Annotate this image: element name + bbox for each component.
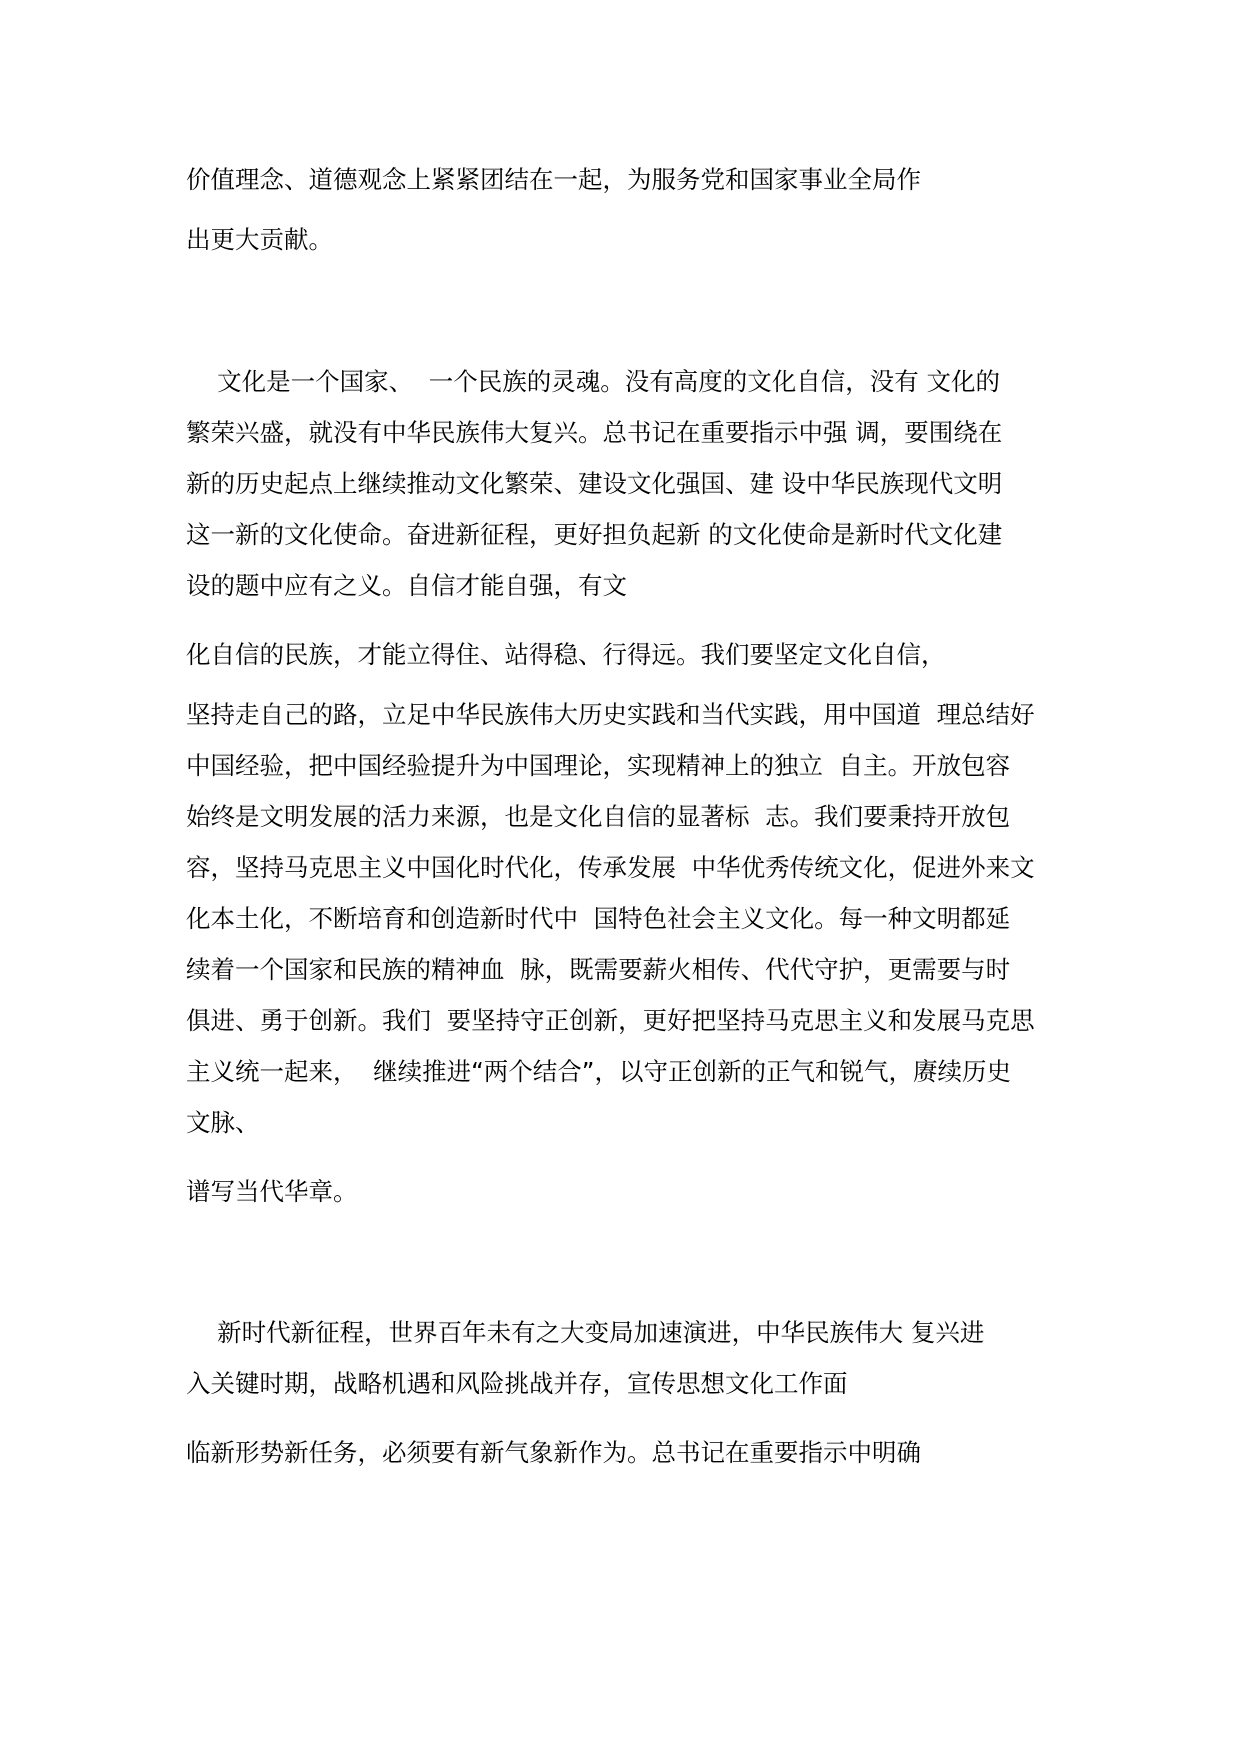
- text-line: 中国经验，把中国经验提升为中国理论，实现精神上的独立 自主。开放包容: [186, 751, 1011, 780]
- text-line: 设的题中应有之义。自信才能自强，有文: [186, 571, 627, 600]
- text-line: 繁荣兴盛，就没有中华民族伟大复兴。总书记在重要指示中强 调，要围绕在: [186, 418, 1003, 447]
- text-line: 入关键时期，战略机遇和风险挑战并存，宣传思想文化工作面: [186, 1369, 848, 1398]
- text-line: 容，坚持马克思主义中国化时代化，传承发展 中华优秀传统文化，促进外来文: [186, 853, 1035, 882]
- text-line: 主义统一起来， 继续推进“两个结合”，以守正创新的正气和锐气，赓续历史: [186, 1057, 1011, 1086]
- text-line: 化本土化，不断培育和创造新时代中 国特色社会主义文化。每一种文明都延: [186, 904, 1011, 933]
- text-line: 出更大贡献。: [186, 225, 333, 254]
- text-line: 俱进、勇于创新。我们 要坚持守正创新，更好把坚持马克思主义和发展马克思: [186, 1006, 1035, 1035]
- text-line: 续着一个国家和民族的精神血 脉，既需要薪火相传、代代守护，更需要与时: [186, 955, 1011, 984]
- text-line: 文脉、: [186, 1108, 260, 1137]
- text-line: 谱写当代华章。: [186, 1177, 358, 1206]
- text-line: 这一新的文化使命。奋进新征程，更好担负起新 的文化使命是新时代文化建: [186, 520, 1003, 549]
- text-line: 新的历史起点上继续推动文化繁荣、建设文化强国、建 设中华民族现代文明: [186, 469, 1003, 498]
- text-line: 始终是文明发展的活力来源，也是文化自信的显著标 志。我们要秉持开放包: [186, 802, 1011, 831]
- text-line: 文化是一个国家、 一个民族的灵魂。没有高度的文化自信，没有 文化的: [186, 367, 1001, 396]
- text-line: 化自信的民族，才能立得住、站得稳、行得远。我们要坚定文化自信，: [186, 640, 946, 669]
- text-line: 临新形势新任务，必须要有新气象新作为。总书记在重要指示中明确: [186, 1438, 921, 1467]
- text-line: 坚持走自己的路，立足中华民族伟大历史实践和当代实践，用中国道 理总结好: [186, 700, 1035, 729]
- text-line: 新时代新征程，世界百年未有之大变局加速演进，中华民族伟大 复兴进: [186, 1318, 985, 1347]
- text-line: 价值理念、道德观念上紧紧团结在一起，为服务党和国家事业全局作: [186, 165, 921, 194]
